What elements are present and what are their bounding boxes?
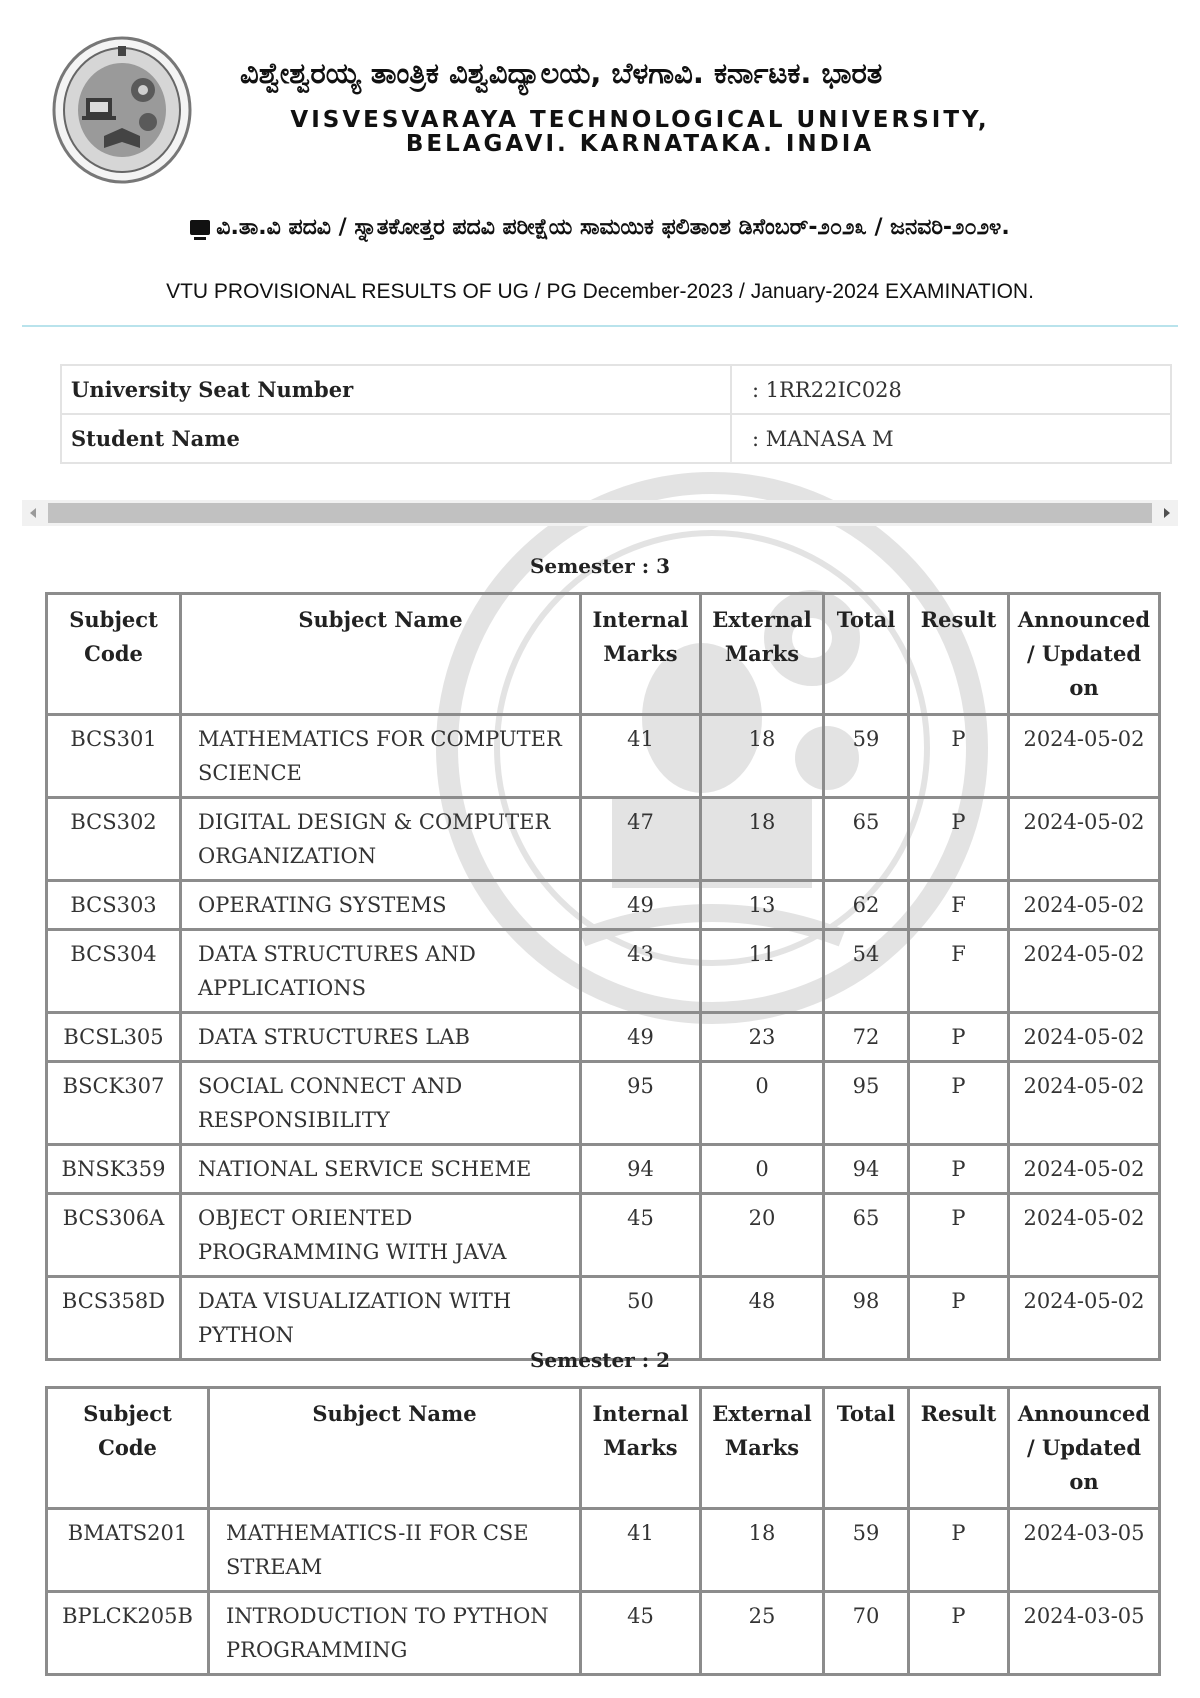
subject-name: MATHEMATICS-II FOR CSE STREAM: [209, 1509, 581, 1592]
result: P: [909, 798, 1009, 881]
subject-name: MATHEMATICS FOR COMPUTER SCIENCE: [181, 715, 581, 798]
total-marks: 59: [824, 715, 909, 798]
col-header-subject-name: Subject Name: [209, 1388, 581, 1509]
total-marks: 59: [824, 1509, 909, 1592]
subject-name: SOCIAL CONNECT AND RESPONSIBILITY: [181, 1062, 581, 1145]
announced-date: 2024-05-02: [1009, 1013, 1160, 1062]
total-marks: 95: [824, 1062, 909, 1145]
col-header-total: Total: [824, 594, 909, 715]
subject-code: BCS301: [47, 715, 181, 798]
header-divider: [22, 325, 1178, 327]
internal-marks: 45: [581, 1194, 701, 1277]
internal-marks: 45: [581, 1592, 701, 1675]
announced-date: 2024-03-05: [1009, 1509, 1160, 1592]
announced-date: 2024-05-02: [1009, 1145, 1160, 1194]
total-marks: 72: [824, 1013, 909, 1062]
semester-3-results-table: [45, 592, 1161, 1361]
external-marks: 18: [701, 715, 824, 798]
internal-marks: 47: [581, 798, 701, 881]
horizontal-scrollbar[interactable]: [22, 500, 1178, 526]
subject-code: BCS306A: [47, 1194, 181, 1277]
university-name: [200, 108, 1080, 156]
total-marks: 65: [824, 1194, 909, 1277]
subject-code: BCS302: [47, 798, 181, 881]
table-header-row: [47, 1388, 1160, 1509]
subject-code: BCS303: [47, 881, 181, 930]
usn-label: University Seat Number: [61, 365, 731, 414]
table-row: [47, 715, 1160, 798]
total-marks: 65: [824, 798, 909, 881]
announced-date: 2024-05-02: [1009, 715, 1160, 798]
result: P: [909, 1592, 1009, 1675]
result: P: [909, 1509, 1009, 1592]
table-row: [47, 881, 1160, 930]
usn-value: : 1RR22IC028: [731, 365, 1171, 414]
col-header-announced: Announced / Updated on: [1009, 594, 1160, 715]
result: F: [909, 930, 1009, 1013]
table-row: [47, 930, 1160, 1013]
announced-date: 2024-03-05: [1009, 1592, 1160, 1675]
col-header-internal-marks: Internal Marks: [581, 594, 701, 715]
computer-icon: [190, 220, 210, 235]
kannada-results-text: ವಿ.ತಾ.ವಿ ಪದವಿ / ಸ್ನಾತಕೋತ್ತರ ಪದವಿ ಪರೀಕ್ಷೆಯ ಸಾಮಯಿಕ ಫಲಿತಾಂಶ ಡಿಸೆಂಬರ್-೨೦೨೩ / ಜನವರಿ-೨೦೨೪.: [216, 215, 1010, 240]
announced-date: 2024-05-02: [1009, 798, 1160, 881]
col-header-total: Total: [824, 1388, 909, 1509]
total-marks: 70: [824, 1592, 909, 1675]
col-header-subject-code: Subject Code: [47, 594, 181, 715]
results-title: VTU PROVISIONAL RESULTS OF UG / PG December-2023 / January-2024 EXAMINATION.: [166, 280, 1034, 303]
subject-name: OBJECT ORIENTED PROGRAMMING WITH JAVA: [181, 1194, 581, 1277]
table-row: [47, 1592, 1160, 1675]
table-row: [47, 1013, 1160, 1062]
col-header-internal-marks: Internal Marks: [581, 1388, 701, 1509]
internal-marks: 43: [581, 930, 701, 1013]
scroll-thumb[interactable]: [48, 503, 1152, 523]
external-marks: 13: [701, 881, 824, 930]
usn-row: [61, 365, 1171, 414]
subject-code: BCS358D: [47, 1277, 181, 1360]
external-marks: 20: [701, 1194, 824, 1277]
col-header-result: Result: [909, 594, 1009, 715]
total-marks: 62: [824, 881, 909, 930]
table-row: [47, 798, 1160, 881]
internal-marks: 49: [581, 1013, 701, 1062]
internal-marks: 41: [581, 715, 701, 798]
announced-date: 2024-05-02: [1009, 1277, 1160, 1360]
col-header-subject-code: Subject Code: [47, 1388, 209, 1509]
subject-name: DIGITAL DESIGN & COMPUTER ORGANIZATION: [181, 798, 581, 881]
table-row: [47, 1145, 1160, 1194]
student-name-row: [61, 414, 1171, 463]
subject-code: BNSK359: [47, 1145, 181, 1194]
external-marks: 23: [701, 1013, 824, 1062]
university-logo: [48, 28, 196, 188]
subject-name: INTRODUCTION TO PYTHON PROGRAMMING: [209, 1592, 581, 1675]
page-header: [0, 0, 1200, 326]
result: P: [909, 1194, 1009, 1277]
student-name-label: Student Name: [61, 414, 731, 463]
subject-name: DATA STRUCTURES LAB: [181, 1013, 581, 1062]
table-row: [47, 1194, 1160, 1277]
external-marks: 11: [701, 930, 824, 1013]
col-header-external-marks: External Marks: [701, 1388, 824, 1509]
internal-marks: 94: [581, 1145, 701, 1194]
external-marks: 48: [701, 1277, 824, 1360]
external-marks: 18: [701, 1509, 824, 1592]
announced-date: 2024-05-02: [1009, 1194, 1160, 1277]
external-marks: 25: [701, 1592, 824, 1675]
internal-marks: 49: [581, 881, 701, 930]
external-marks: 0: [701, 1062, 824, 1145]
scroll-right-arrow-icon[interactable]: [1164, 508, 1170, 518]
subject-name: OPERATING SYSTEMS: [181, 881, 581, 930]
external-marks: 0: [701, 1145, 824, 1194]
student-info-table: [60, 364, 1172, 464]
subject-name: DATA VISUALIZATION WITH PYTHON: [181, 1277, 581, 1360]
announced-date: 2024-05-02: [1009, 930, 1160, 1013]
table-header-row: [47, 594, 1160, 715]
result: P: [909, 1062, 1009, 1145]
col-header-announced: Announced / Updated on: [1009, 1388, 1160, 1509]
announced-date: 2024-05-02: [1009, 881, 1160, 930]
external-marks: 18: [701, 798, 824, 881]
table-row: [47, 1509, 1160, 1592]
internal-marks: 41: [581, 1509, 701, 1592]
semester-title: Semester : 3: [529, 554, 671, 578]
kannada-results-title: [80, 212, 1120, 244]
internal-marks: 50: [581, 1277, 701, 1360]
table-row: [47, 1062, 1160, 1145]
subject-name: NATIONAL SERVICE SCHEME: [181, 1145, 581, 1194]
university-name-line1: VISVESVARAYA TECHNOLOGICAL UNIVERSITY,: [290, 107, 990, 133]
col-header-result: Result: [909, 1388, 1009, 1509]
result: F: [909, 881, 1009, 930]
total-marks: 94: [824, 1145, 909, 1194]
scroll-left-arrow-icon[interactable]: [30, 508, 36, 518]
col-header-subject-name: Subject Name: [181, 594, 581, 715]
subject-code: BCSL305: [47, 1013, 181, 1062]
result: P: [909, 1013, 1009, 1062]
student-name-value: : MANASA M: [731, 414, 1171, 463]
col-header-external-marks: External Marks: [701, 594, 824, 715]
result: P: [909, 715, 1009, 798]
semester-2-results-table: [45, 1386, 1161, 1676]
subject-code: BMATS201: [47, 1509, 209, 1592]
announced-date: 2024-05-02: [1009, 1062, 1160, 1145]
total-marks: 54: [824, 930, 909, 1013]
result: P: [909, 1145, 1009, 1194]
semester-title: Semester : 2: [529, 1348, 671, 1372]
university-name-line2: BELAGAVI. KARNATAKA. INDIA: [405, 131, 875, 157]
internal-marks: 95: [581, 1062, 701, 1145]
result: P: [909, 1277, 1009, 1360]
total-marks: 98: [824, 1277, 909, 1360]
subject-code: BSCK307: [47, 1062, 181, 1145]
subject-code: BCS304: [47, 930, 181, 1013]
subject-name: DATA STRUCTURES AND APPLICATIONS: [181, 930, 581, 1013]
subject-code: BPLCK205B: [47, 1592, 209, 1675]
kannada-university-name: ವಿಶ್ವೇಶ್ವರಯ್ಯ ತಾಂತ್ರಿಕ ವಿಶ್ವವಿದ್ಯಾಲಯ, ಬೆಳಗಾವಿ. ಕರ್ನಾಟಕ. ಭಾರತ: [240, 56, 883, 90]
